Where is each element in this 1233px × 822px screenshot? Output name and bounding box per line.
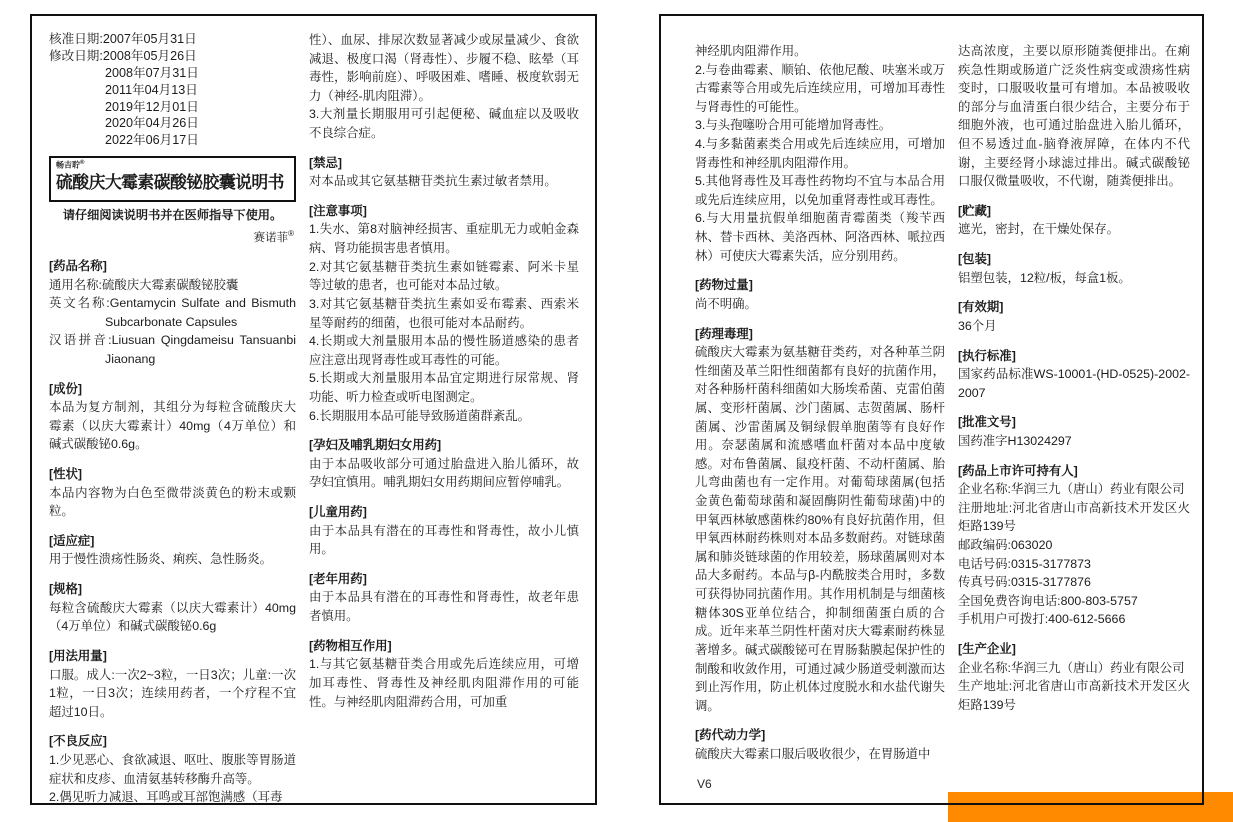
leaflet-section	[309, 436, 579, 492]
leaflet-section	[309, 570, 579, 626]
section-paragraph: 硫酸庆大霉素为氨基糖苷类药，对各种革兰阴性细菌及革兰阳性细菌都有良好的抗菌作用，对各种肠杆菌科细菌如大肠埃希菌、克雷伯菌属、变形杆菌属、沙门菌属、志贺菌属、肠杆菌属、沙雷菌属及铜绿假单胞菌等有良好作用。奈瑟菌属和流感嗜血杆菌对本品中度敏感。对布鲁菌属、鼠疫杆菌、不动杆菌属、胎儿弯曲菌也有一定作用。对葡萄球菌属(包括金黄色葡萄球菌和凝固酶阴性葡萄球菌)中的甲氧西林敏感菌株约80%有良好抗菌作用，但甲氧西林耐药株则对本品多数耐药。对链球菌属和肺炎链球菌的作用较差，肠球菌属则对本品大多耐药。本品与β-内酰胺类合用时，多数可获得协同抗菌作用。其作用机制是与细菌核糖体30S亚单位结合，抑制细菌蛋白质的合成。近年来革兰阴性杆菌对庆大霉素耐药株显著增多。碱式碳酸铋可在胃肠黏膜起保护性的制酸和收敛作用，可通过减少肠道受刺激而达到止泻作用，防止机体过度脱水和水盐代谢失调。	[695, 345, 945, 713]
section-heading: [药品名称]	[49, 258, 107, 273]
registered-mark: ®	[80, 160, 85, 167]
section-paragraph: 对本品或其它氨基糖苷类抗生素过敏者禁用。	[309, 174, 557, 189]
section-paragraph: 口服。成人:一次2~3粒，一日3次；儿童:一次1粒，一日3次；连续用药者，一个疗程不宜超过10日。	[49, 667, 296, 719]
section-paragraph: 英文名称:Gentamycin Sulfate and Bismuth Subcarbonate Capsules	[49, 296, 296, 329]
section-paragraph: 4.长期或大剂量服用本品的慢性肠道感染的患者应注意出现肾毒性或耳毒性的可能。	[309, 334, 579, 367]
section-heading: [儿童用药]	[309, 505, 367, 520]
section-paragraph: 硫酸庆大霉素口服后吸收很少，在胃肠道中	[695, 746, 931, 761]
leaflet-section	[958, 202, 1190, 239]
section-heading: [注意事项]	[309, 203, 367, 218]
section-paragraph: 国家药品标准WS-10001-(HD-0525)-2002-2007	[958, 367, 1190, 400]
section-paragraph: 尚不明确。	[695, 296, 757, 311]
section-paragraph: 达高浓度，主要以原形随粪便排出。在痢疾急性期或肠道广泛炎性病变或溃疡性病变时，口服吸收量可有增加。本品被吸收的部分与血清蛋白很少结合，主要分布于细胞外液，也可通过胎盘进入胎儿循环，但不易透过血-脑脊液屏障，在体内不代谢，主要经肾小球滤过排出。碱式碳酸铋口服仅微量吸收，不代谢，随粪便排出。	[958, 44, 1190, 189]
section-heading: [包装]	[958, 252, 992, 267]
revision-date-list	[49, 65, 296, 149]
leaflet-section	[958, 42, 1190, 191]
leaflet-section	[695, 325, 945, 716]
drug-title-box	[49, 156, 296, 201]
leaflet-section	[309, 202, 579, 425]
section-paragraph: 由于本品吸收部分可通过胎盘进入胎儿循环，故孕妇宜慎用。哺乳期妇女用药期间应暂停哺乳。	[309, 456, 579, 490]
section-paragraph: 1.少见恶心、食欲减退、呕吐、腹胀等胃肠道症状和皮疹、血清氨基转移酶升高等。	[49, 752, 296, 786]
revision-date: 2019年12月01日	[105, 99, 199, 114]
section-heading: [孕妇及哺乳期妇女用药]	[309, 438, 442, 453]
section-paragraph: 1.失水、第8对脑神经损害、重症肌无力或帕金森病、肾功能损害患者慎用。	[309, 222, 579, 256]
section-heading: [药物相互作用]	[309, 638, 392, 653]
page2-column-1	[695, 42, 945, 805]
section-paragraph: 本品为复方制剂，其组分为每粒含硫酸庆大霉素（以庆大霉素计）40mg（4万单位）和碱式碳酸铋0.6g。	[49, 400, 296, 452]
section-paragraph: 2.与卷曲霉素、顺铂、依他尼酸、呋塞米或万古霉素等合用或先后连续应用，可增加耳毒性与肾毒性的可能性。	[695, 62, 945, 114]
section-paragraph: 6.与大用量抗假单细胞菌青霉菌类（羧苄西林、替卡西林、美洛西林、阿洛西林、哌拉西林）可使庆大霉素失活，应分别用药。	[695, 211, 945, 263]
leaflet-section	[49, 257, 296, 369]
section-paragraph: 由于本品具有潜在的耳毒性和肾毒性，故小儿慎用。	[309, 523, 579, 557]
section-heading: [药理毒理]	[695, 326, 753, 341]
page1-column-2	[309, 31, 579, 803]
section-heading: [成份]	[49, 381, 83, 396]
section-heading: [批准文号]	[958, 415, 1016, 430]
manufacturer-brand	[49, 228, 294, 247]
leaflet-title: 硫酸庆大霉素碳酸铋胶囊说明书	[56, 173, 284, 193]
leaflet-section	[309, 31, 579, 143]
section-heading: [性状]	[49, 467, 83, 482]
brand-logo-text: 畅吉聍	[56, 160, 80, 170]
section-heading: [禁忌]	[309, 155, 343, 170]
approval-date: 核准日期:2007年05月31日	[49, 32, 197, 46]
section-paragraph: 5.其他肾毒性及耳毒性药物均不宜与本品合用或先后连续应用，以免加重肾毒性或耳毒性。	[695, 174, 945, 207]
leaflet-section	[49, 732, 296, 805]
leaflet-section	[958, 413, 1190, 450]
leaflet-section	[309, 637, 579, 711]
section-heading: [执行标准]	[958, 348, 1016, 363]
leaflet-section	[49, 465, 296, 521]
section-paragraph: 36个月	[958, 318, 997, 333]
leaflet-section	[958, 347, 1190, 403]
section-heading: [生产企业]	[958, 642, 1016, 657]
section-heading: [用法用量]	[49, 648, 107, 663]
section-heading: [有效期]	[958, 300, 1004, 315]
section-paragraph: 5.长期或大剂量服用本品宜定期进行尿常规、肾功能、听力检查或听电图测定。	[309, 371, 579, 404]
section-paragraph: 电话号码:0315-3177873	[958, 556, 1091, 571]
section-paragraph: 神经肌肉阻滞作用。	[695, 44, 807, 58]
leaflet-section	[695, 726, 945, 763]
leaflet-section	[49, 647, 296, 721]
leaflet-page-1	[30, 14, 597, 805]
footer-accent-bar	[948, 792, 1233, 822]
page2-column-2	[958, 42, 1190, 805]
date-block	[49, 31, 296, 149]
manufacturer-brand-text: 赛诺菲	[253, 231, 289, 244]
section-paragraph: 铝塑包装，12粒/板，每盒1板。	[958, 270, 1131, 285]
section-paragraph: 用于慢性溃疡性肠炎、痢疾、急性肠炎。	[49, 552, 273, 567]
section-paragraph: 汉语拼音:Liusuan Qingdameisu Tansuanbi Jiaonang	[49, 333, 296, 366]
page1-column-1	[49, 31, 296, 803]
section-paragraph: 手机用户可拨打:400-612-5666	[958, 612, 1126, 627]
leaflet-section	[695, 276, 945, 313]
leaflet-section	[49, 380, 296, 454]
leaflet-section	[695, 42, 945, 265]
leaflet-section	[309, 154, 579, 191]
section-paragraph: 传真号码:0315-3177876	[958, 575, 1091, 590]
section-paragraph: 企业名称:华润三九（唐山）药业有限公司	[958, 482, 1185, 497]
usage-notice: 请仔细阅读说明书并在医师指导下使用。	[62, 207, 283, 222]
section-paragraph: 1.与其它氨基糖苷类合用或先后连续应用，可增加耳毒性、肾毒性及神经肌肉阻滞作用的可能性。与神经肌肉阻滞药合用，可加重	[309, 657, 579, 709]
leaflet-page-2	[659, 14, 1204, 805]
page1-col1-sections	[49, 257, 296, 805]
leaflet-section	[958, 640, 1190, 714]
section-paragraph: 本品内容物为白色至微带淡黄色的粉末或颗粒。	[49, 485, 296, 519]
section-paragraph: 遮光，密封，在干燥处保存。	[958, 222, 1120, 237]
section-heading: [药物过量]	[695, 278, 753, 293]
section-heading: [适应症]	[49, 533, 95, 548]
section-paragraph: 2.对其它氨基糖苷类抗生素如链霉素、阿米卡星等过敏的患者，也可能对本品过敏。	[309, 259, 579, 293]
section-paragraph: 性）、血尿、排尿次数显著减少或尿量减少、食欲减退、极度口渴（肾毒性）、步履不稳、眩晕（耳毒性，影响前庭）、呼吸困难、嗜睡、极度软弱无力（神经-肌肉阻滞）。	[309, 33, 579, 103]
section-paragraph: 2.偶见听力减退、耳鸣或耳部饱满感（耳毒	[49, 790, 283, 805]
section-paragraph: 6.长期服用本品可能导致肠道菌群紊乱。	[309, 408, 530, 423]
section-paragraph: 4.与多黏菌素类合用或先后连续应用，可增加肾毒性和神经肌肉阻滞作用。	[695, 137, 945, 170]
leaflet-section	[49, 580, 296, 636]
section-paragraph: 企业名称:华润三九（唐山）药业有限公司	[958, 660, 1185, 675]
registered-mark: ®	[288, 228, 294, 238]
section-heading: [老年用药]	[309, 571, 367, 586]
leaflet-section	[958, 298, 1190, 335]
leaflet-section	[958, 462, 1190, 629]
leaflet-section	[309, 503, 579, 559]
revision-date: 2022年06月17日	[105, 133, 199, 148]
section-paragraph: 3.对其它氨基糖苷类抗生素如妥布霉素、西索米星等耐药的细菌，也很可能对本品耐药。	[309, 296, 579, 330]
section-paragraph: 全国免费咨询电话:800-803-5757	[958, 593, 1138, 608]
leaflet-section	[958, 250, 1190, 287]
page-number: V6	[697, 777, 712, 791]
section-paragraph: 注册地址:河北省唐山市高新技术开发区火炬路139号	[958, 500, 1190, 534]
section-paragraph: 3.与头孢噻吩合用可能增加肾毒性。	[695, 118, 892, 133]
section-paragraph: 邮政编码:063020	[958, 538, 1053, 553]
section-paragraph: 生产地址:河北省唐山市高新技术开发区火炬路139号	[958, 679, 1190, 712]
brand-logo	[56, 160, 289, 170]
revision-date: 2020年04月26日	[105, 116, 199, 131]
section-paragraph: 国药准字H13024297	[958, 433, 1072, 448]
revision-date: 2011年04月13日	[105, 82, 198, 97]
section-heading: [贮藏]	[958, 203, 992, 218]
section-paragraph: 每粒含硫酸庆大霉素（以庆大霉素计）40mg（4万单位）和碱式碳酸铋0.6g	[49, 600, 296, 634]
section-heading: [不良反应]	[49, 734, 107, 749]
section-heading: [规格]	[49, 582, 83, 597]
section-paragraph: 3.大剂量长期服用可引起便秘、碱血症以及吸收不良综合症。	[309, 107, 579, 141]
section-heading: [药代动力学]	[695, 728, 766, 743]
section-paragraph: 通用名称:硫酸庆大霉素碳酸铋胶囊	[49, 277, 239, 292]
revision-date: 2008年07月31日	[105, 65, 199, 80]
revision-date: 修改日期:2008年05月26日	[49, 48, 197, 63]
leaflet-section	[49, 532, 296, 569]
section-paragraph: 由于本品具有潜在的耳毒性和肾毒性，故老年患者慎用。	[309, 590, 579, 624]
section-heading: [药品上市许可持有人]	[958, 463, 1078, 478]
